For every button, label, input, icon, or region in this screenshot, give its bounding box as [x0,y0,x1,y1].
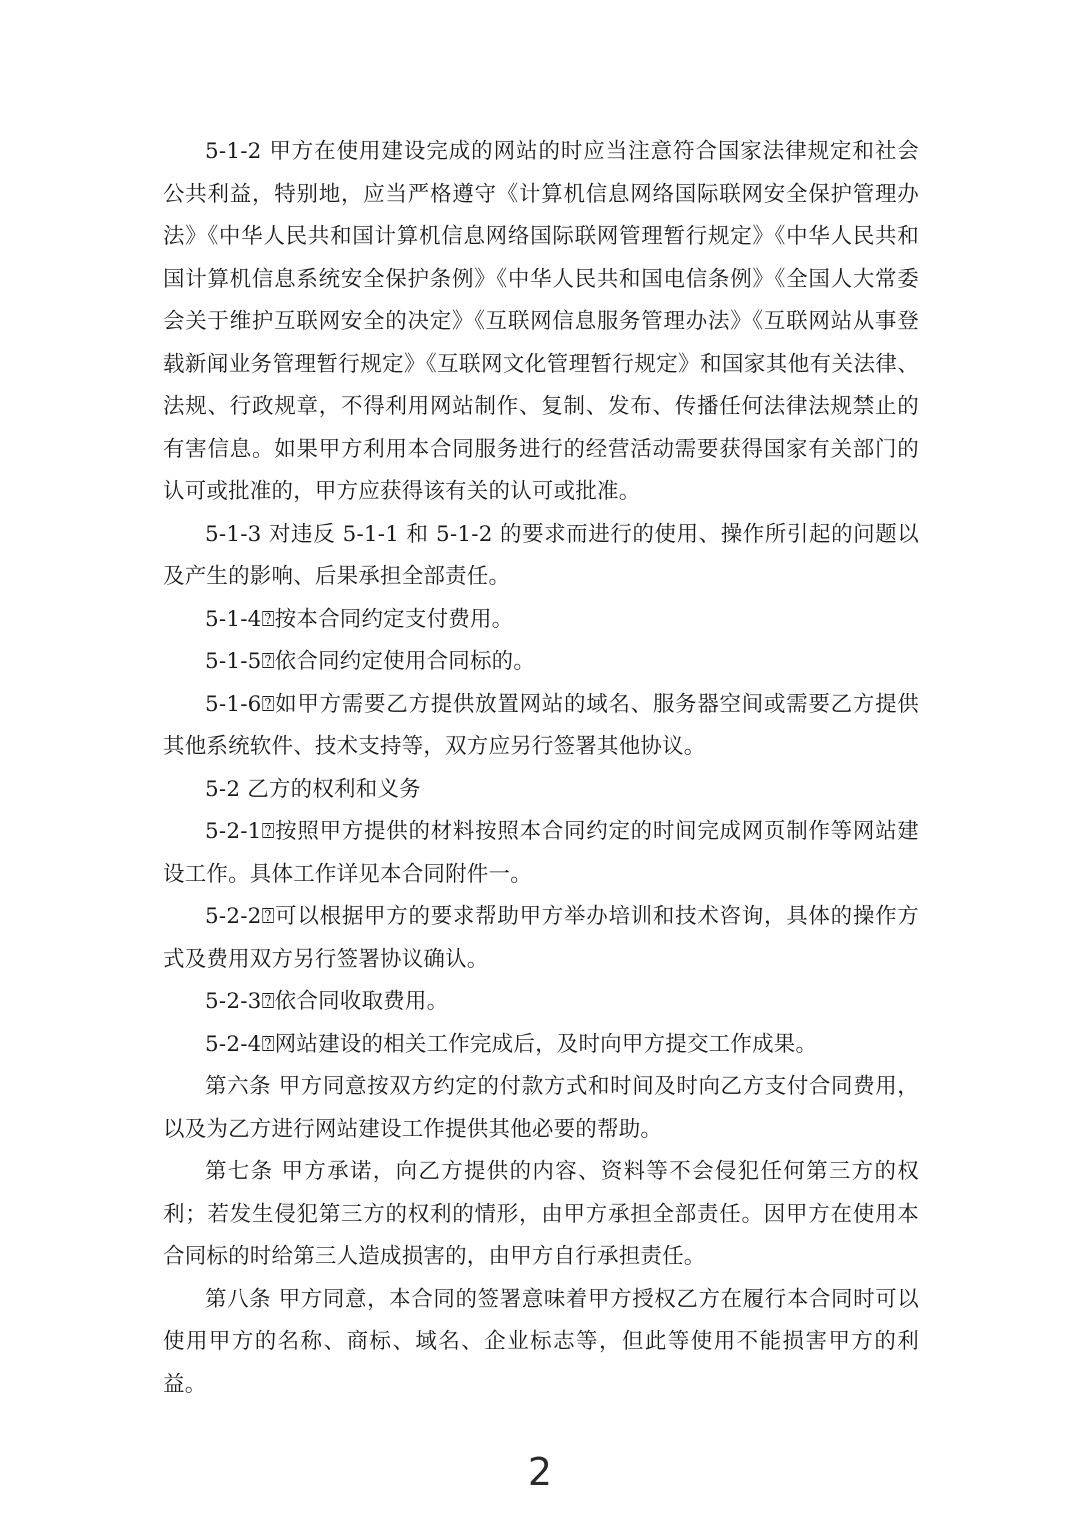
section-heading-5-2: 5-2 乙方的权利和义务 [205,776,421,802]
paragraph-5-1-3: 5-1-3 对违反 5-1-1 和 5-1-2 的要求而进行的使用、操作所引起的问题以及产生的影响、后果承担全部责任。 [163,521,919,589]
paragraph-5-1-5: 5-1-5⍰依合同约定使用合同标的。 [205,649,536,674]
paragraph-5-2-2: 5-2-2⍰可以根据甲方的要求帮助甲方举办培训和技术咨询，具体的操作方式及费用双方另行签署协议确认。 [163,904,919,972]
paragraph-5-2-1: 5-2-1⍰按照甲方提供的材料按照本合同约定的时间完成网页制作等网站建设工作。具体工作详见本合同附件一。 [163,819,919,887]
paragraph-5-1-4: 5-1-4⍰按本合同约定支付费用。 [205,606,514,632]
paragraph-5-1-2: 5-1-2 甲方在使用建设完成的网站的时应当注意符合国家法律规定和社会公共利益，特别地，应当严格遵守《计算机信息网络国际联网安全保护管理办法》《中华人民共和国计算机信息网络国际联网管理暂行规定》《中华人民共和国计算机信息系统安全保护条例》《中华人民共和国电信条例》《全国人大常委会关于维护互联网安全的决定》《互联网信息服务管理办法》《互联网站从事登载新闻业务管理暂行规定》《互联网文化管理暂行规定》和国家其他有关法律、法规、行政规章，不得利用网站制作、复制、发布、传播任何法律法规禁止的有害信息。如果甲方利用本合同服务进行的经营活动需要获得国家有关部门的认可或批准的，甲方应获得该有关的认可或批准。 [163,139,919,504]
paragraph-5-2-4: 5-2-4⍰网站建设的相关工作完成后，及时向甲方提交工作成果。 [205,1031,818,1057]
paragraph-5-1-6: 5-1-6⍰如甲方需要乙方提供放置网站的域名、服务器空间或需要乙方提供其他系统软件、技术支持等，双方应另行签署其他协议。 [163,691,919,759]
paragraph-5-2-3: 5-2-3⍰依合同收取费用。 [205,989,449,1014]
document-body [163,131,919,1406]
page-number: 2 [527,1450,553,1494]
article-8: 第八条 甲方同意，本合同的签署意味着甲方授权乙方在履行本合同时可以使用甲方的名称、商标、域名、企业标志等，但此等使用不能损害甲方的利益。 [163,1286,919,1397]
article-6: 第六条 甲方同意按双方约定的付款方式和时间及时向乙方支付合同费用，以及为乙方进行网站建设工作提供其他必要的帮助。 [163,1074,919,1142]
article-7: 第七条 甲方承诺，向乙方提供的内容、资料等不会侵犯任何第三方的权利；若发生侵犯第三方的权利的情形，由甲方承担全部责任。因甲方在使用本合同标的时给第三人造成损害的，由甲方自行承担责任。 [163,1159,919,1269]
